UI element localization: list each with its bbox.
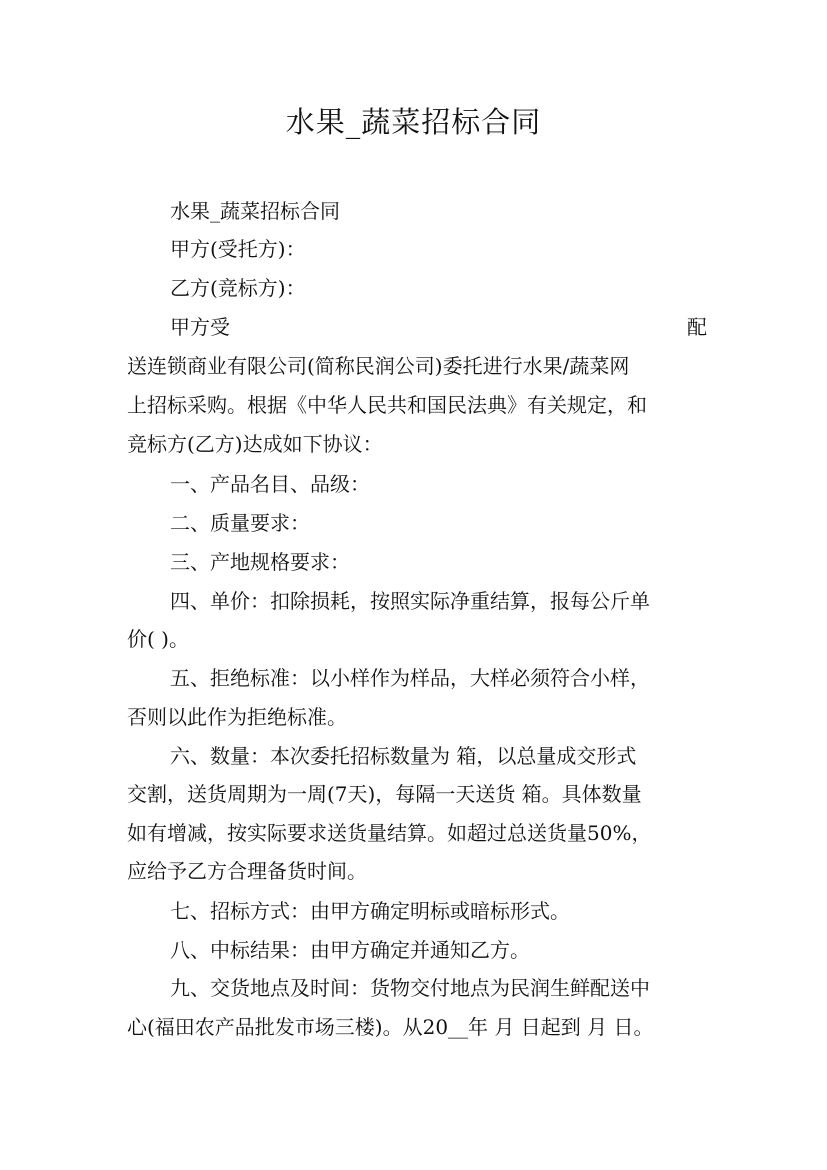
clause-7: 七、招标方式：由甲方确定明标或暗标形式。 [170, 899, 570, 923]
paragraph-line-intro-start [170, 309, 707, 345]
intro-left-text: 甲方受 [170, 315, 230, 339]
clause-8: 八、中标结果：由甲方确定并通知乙方。 [170, 938, 530, 962]
paragraph-line-intro-4: 竞标方(乙方)达成如下协议： [127, 432, 383, 456]
clause-1: 一、产品名目、品级： [170, 472, 370, 496]
clause-5-line-2: 否则以此作为拒绝标准。 [127, 705, 347, 729]
paragraph-line-intro-3: 上招标采购。根据《中华人民共和国民法典》有关规定，和 [127, 393, 647, 417]
paragraph-line-intro-2: 送连锁商业有限公司(简称民润公司)委托进行水果/蔬菜网 [127, 354, 630, 378]
intro-right-text: 配 [687, 315, 707, 339]
paragraph-line-party-b: 乙方(竞标方)： [170, 276, 306, 300]
clause-2: 二、质量要求： [170, 511, 310, 535]
clause-9-line-2: 心(福田农产品批发市场三楼)。从20__年 月 日起到 月 日。 [127, 1015, 654, 1039]
clause-6-line-3: 如有增减，按实际要求送货量结算。如超过总送货量50%， [127, 821, 652, 845]
clause-3: 三、产地规格要求： [170, 550, 350, 574]
document-title: 水果_蔬菜招标合同 [285, 105, 542, 139]
paragraph-line-subtitle: 水果_蔬菜招标合同 [170, 199, 340, 223]
clause-6-line-1: 六、数量：本次委托招标数量为 箱，以总量成交形式 [170, 744, 637, 768]
clause-4-line-2: 价( )。 [127, 627, 189, 651]
clause-9-line-1: 九、交货地点及时间：货物交付地点为民润生鲜配送中 [170, 976, 650, 1000]
clause-4-line-1: 四、单价：扣除损耗，按照实际净重结算，报每公斤单 [170, 589, 650, 613]
clause-6-line-4: 应给予乙方合理备货时间。 [127, 859, 367, 883]
clause-6-line-2: 交割，送货周期为一周(7天)，每隔一天送货 箱。具体数量 [127, 782, 642, 806]
paragraph-line-party-a: 甲方(受托方)： [170, 237, 306, 261]
clause-5-line-1: 五、拒绝标准：以小样作为样品，大样必须符合小样， [170, 666, 650, 690]
